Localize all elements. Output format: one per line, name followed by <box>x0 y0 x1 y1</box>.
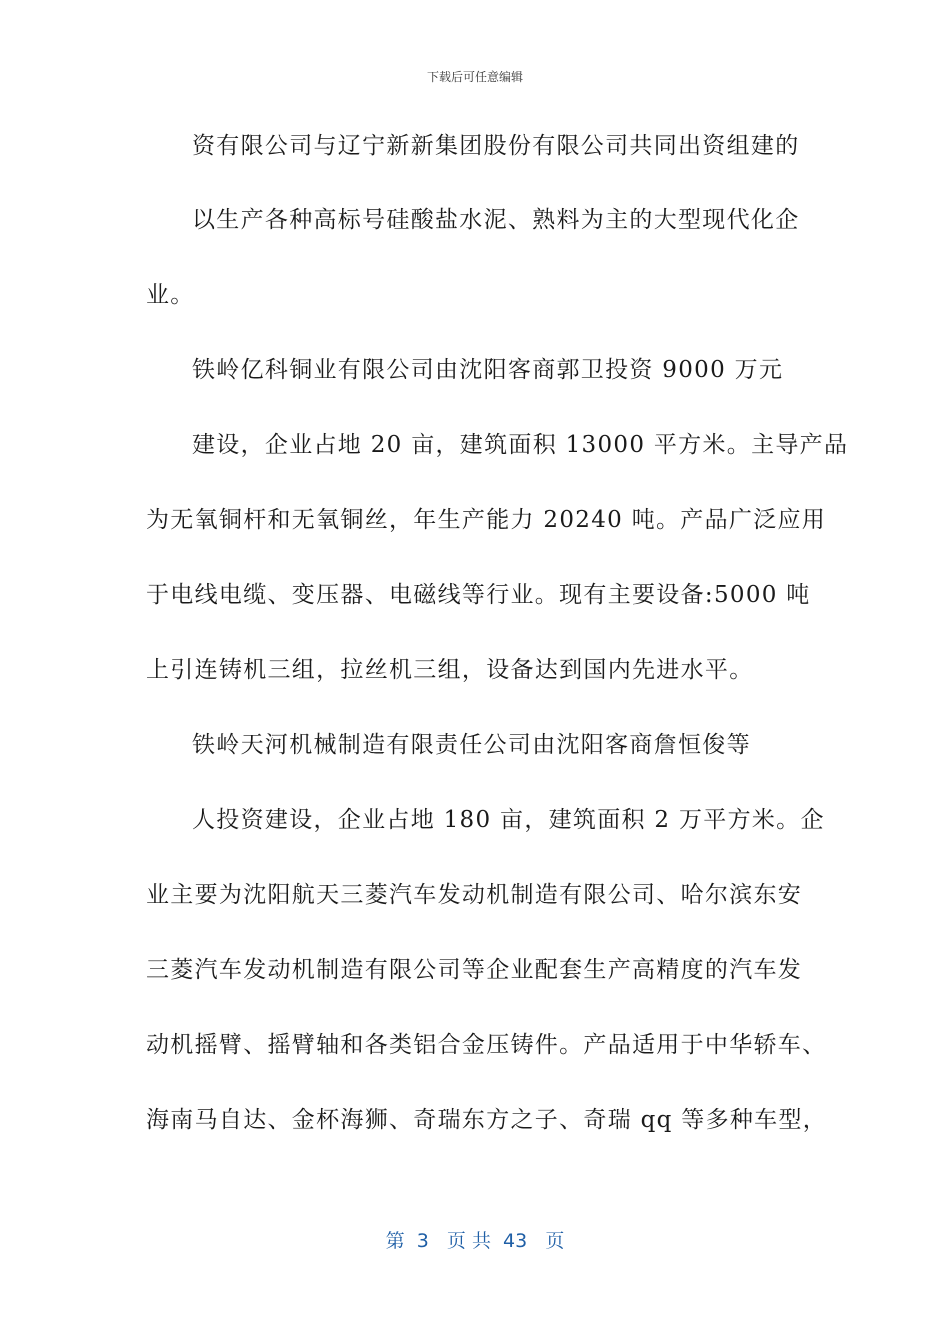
page-number-footer: 第 3 页 共 43 页 <box>385 1230 565 1252</box>
text-line: 于电线电缆、变压器、电磁线等行业。现有主要设备:5000 吨 <box>146 582 811 608</box>
text-line: 人投资建设，企业占地 180 亩，建筑面积 2 万平方米。企 <box>192 807 825 833</box>
text-line: 业主要为沈阳航天三菱汽车发动机制造有限公司、哈尔滨东安 <box>146 882 803 908</box>
text-line: 三菱汽车发动机制造有限公司等企业配套生产高精度的汽车发 <box>146 957 803 983</box>
text-line: 建设，企业占地 20 亩，建筑面积 13000 平方米。主导产品 <box>192 432 849 458</box>
header-note: 下载后可任意编辑 <box>426 70 523 84</box>
text-line: 动机摇臂、摇臂轴和各类铝合金压铸件。产品适用于中华轿车、 <box>146 1032 827 1058</box>
text-line: 资有限公司与辽宁新新集团股份有限公司共同出资组建的 <box>192 133 800 159</box>
text-line: 铁岭天河机械制造有限责任公司由沈阳客商詹恒俊等 <box>192 732 751 758</box>
text-line: 铁岭亿科铜业有限公司由沈阳客商郭卫投资 9000 万元 <box>192 357 784 383</box>
text-line: 上引连铸机三组，拉丝机三组，设备达到国内先进水平。 <box>146 657 754 683</box>
text-line: 为无氧铜杆和无氧铜丝，年生产能力 20240 吨。产品广泛应用 <box>146 507 827 533</box>
text-line: 以生产各种高标号硅酸盐水泥、熟料为主的大型现代化企 <box>192 207 800 233</box>
text-line: 业。 <box>146 282 195 308</box>
text-line: 海南马自达、金杯海狮、奇瑞东方之子、奇瑞 qq 等多种车型， <box>146 1107 828 1133</box>
